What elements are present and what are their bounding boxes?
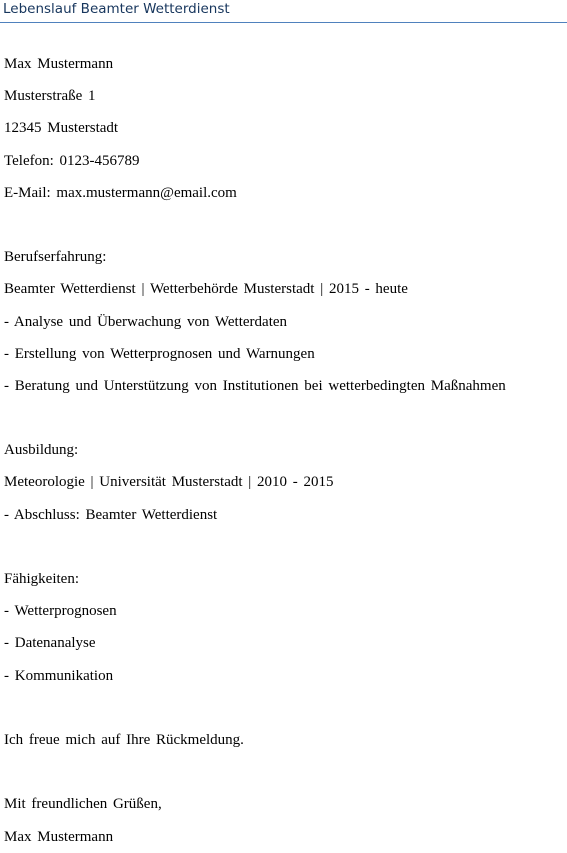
skills-heading: Fähigkeiten: — [4, 571, 79, 587]
spacer — [4, 692, 564, 724]
signature-name: Max Mustermann — [4, 828, 114, 845]
document-body — [4, 48, 564, 853]
document-title: Lebenslauf Beamter Wetterdienst — [3, 1, 230, 17]
skills-item: - Datenanalyse — [4, 635, 96, 652]
experience-position: Beamter Wetterdienst | Wetterbehörde Musterstadt | 2015 - heute — [4, 281, 408, 298]
spacer — [4, 209, 564, 241]
experience-heading: Berufserfahrung: — [4, 249, 107, 266]
spacer — [4, 756, 564, 788]
spacer — [4, 402, 564, 434]
contact-city: 12345 Musterstadt — [4, 120, 119, 137]
experience-item: - Beratung und Unterstützung von Institutionen bei wetterbedingten Maßnahmen — [4, 377, 506, 394]
experience-item: - Analyse und Überwachung von Wetterdaten — [4, 313, 288, 330]
experience-item: - Erstellung von Wetterprognosen und Warnungen — [4, 345, 315, 362]
education-heading: Ausbildung: — [4, 442, 79, 459]
contact-name: Max Mustermann — [4, 56, 114, 72]
document-header — [0, 0, 567, 23]
spacer — [4, 531, 564, 563]
education-item: - Abschluss: Beamter Wetterdienst — [4, 506, 218, 523]
contact-street: Musterstraße 1 — [4, 88, 96, 105]
contact-phone: Telefon: 0123-456789 — [4, 152, 140, 169]
education-entry: Meteorologie | Universität Musterstadt | 2010 - 2015 — [4, 474, 334, 491]
skills-item: - Kommunikation — [4, 667, 114, 684]
skills-item: - Wetterprognosen — [4, 603, 117, 620]
contact-email: E-Mail: max.mustermann@email.com — [4, 184, 237, 201]
closing-greeting: Mit freundlichen Grüßen, — [4, 796, 162, 813]
closing-sentence: Ich freue mich auf Ihre Rückmeldung. — [4, 731, 244, 748]
